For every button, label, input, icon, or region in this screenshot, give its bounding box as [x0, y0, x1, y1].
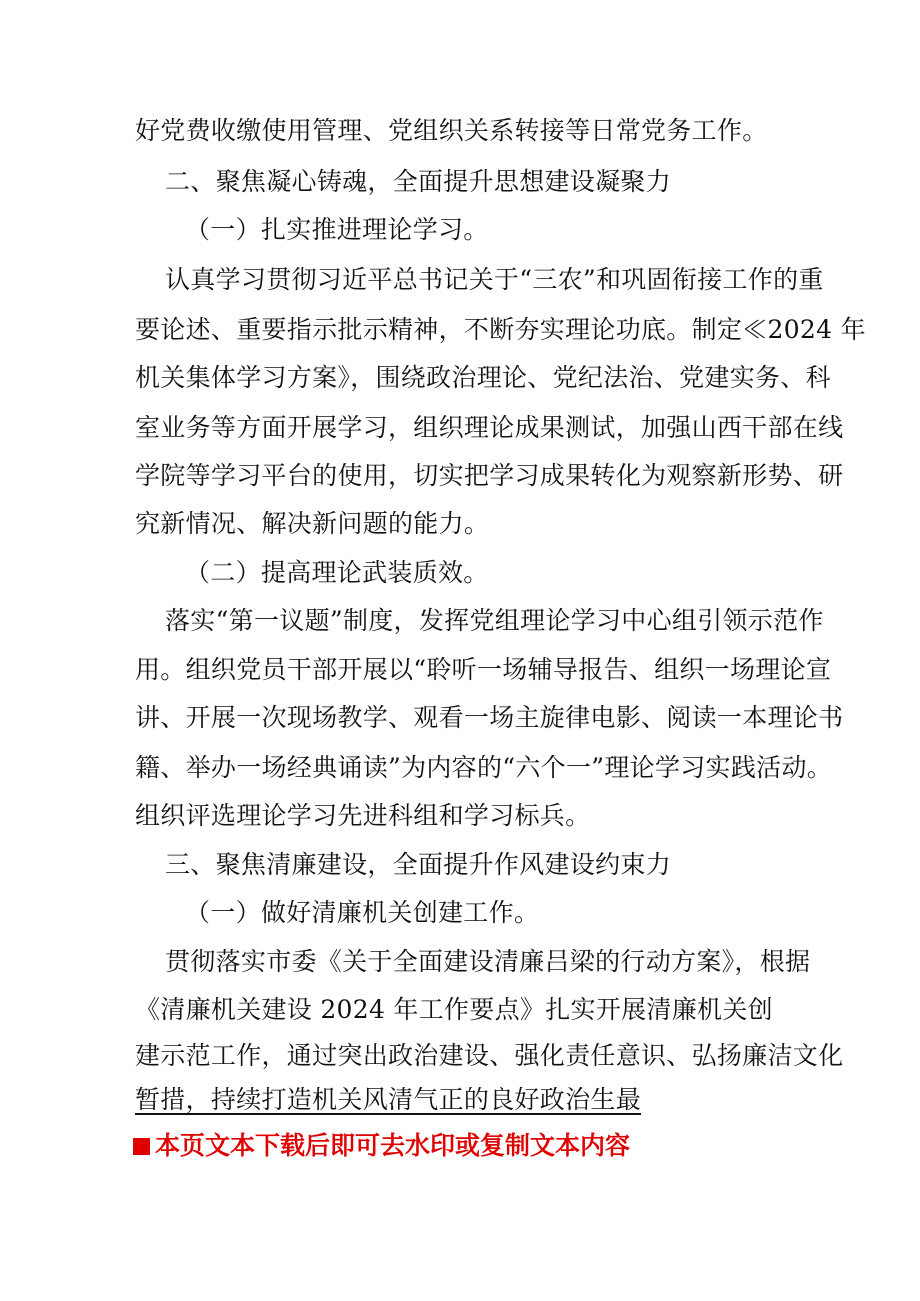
- body-line: 学院等学习平台的使用，切实把学习成果转化为观察新形势、研: [135, 461, 844, 490]
- body-line: 籍、举办一场经典诵读”为内容的“六个一”理论学习实践活动。: [135, 753, 833, 782]
- subsection-heading: （二）提高理论武装质效。: [185, 558, 489, 587]
- body-line: 贯彻落实市委《关于全面建设清廉吕梁的行动方案》，根据: [165, 947, 811, 976]
- body-line: 落实“第一议题”制度，发挥党组理论学习中心组引领示范作: [165, 606, 824, 635]
- body-line: 用。组织党员干部开展以“聆听一场辅导报告、组织一场理论宣: [135, 655, 832, 684]
- section-heading: 三、聚焦清廉建设，全面提升作风建设约束力: [165, 850, 672, 879]
- body-line: 机关集体学习方案》，围绕政治理论、党纪法治、党建实务、科: [135, 363, 831, 392]
- body-line: 究新情况、解决新问题的能力。: [135, 509, 490, 538]
- watermark-notice[interactable]: [133, 1129, 630, 1163]
- body-line: 室业务等方面开展学习，组织理论成果测试，加强山西干部在线: [135, 413, 844, 442]
- notice-text: 本页文本下载后即可去水印或复制文本内容: [155, 1131, 631, 1160]
- body-line: 要论述、重要指示批示精神，不断夯实理论功底。制定≪2024 年: [135, 315, 866, 344]
- subsection-heading: （一）做好清廉机关创建工作。: [185, 898, 540, 927]
- body-line: 组织评选理论学习先进科组和学习标兵。: [135, 801, 591, 830]
- body-line: 《清廉机关建设 2024 年工作要点》扎实开展清廉机关创: [135, 995, 773, 1024]
- body-line-underlined: 暂措，持续打造机关风清气正的良好政治生最: [135, 1085, 642, 1114]
- body-line: 认真学习贯彻习近平总书记关于“三农”和巩固衔接工作的重: [165, 265, 824, 294]
- subsection-heading: （一）扎实推进理论学习。: [185, 215, 489, 244]
- section-heading: 二、聚焦凝心铸魂，全面提升思想建设凝聚力: [165, 167, 672, 196]
- red-square-icon: [133, 1138, 150, 1155]
- body-line: 建示范工作，通过突出政治建设、强化责任意识、弘扬廉洁文化: [135, 1041, 844, 1070]
- body-line: 好党费收缴使用管理、党组织关系转接等日常党务工作。: [135, 116, 768, 145]
- body-line: 讲、开展一次现场教学、观看一场主旋律电影、阅读一本理论书: [135, 703, 844, 732]
